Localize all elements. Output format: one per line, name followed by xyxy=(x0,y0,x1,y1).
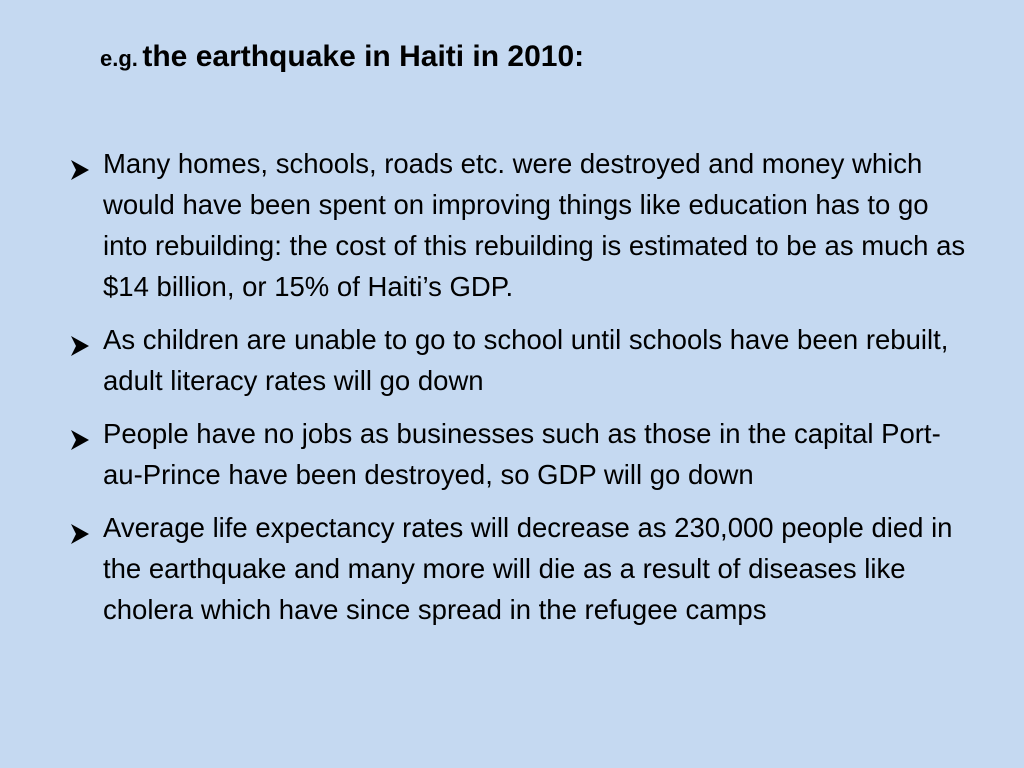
bullet-text: Average life expectancy rates will decrease as 230,000 people died in the earthquake and many more will die as a result of diseases like cholera which have since spread in the refugee camps xyxy=(103,512,953,625)
title-prefix: e.g. xyxy=(100,46,138,71)
title-main: the earthquake in Haiti in 2010: xyxy=(142,40,585,73)
bullet-item xyxy=(68,413,973,495)
bullet-text: As children are unable to go to school until schools have been rebuilt, adult literacy rates will go down xyxy=(103,324,949,396)
bullet-list xyxy=(68,143,973,642)
bullet-text: People have no jobs as businesses such as those in the capital Port-au-Prince have been destroyed, so GDP will go down xyxy=(103,418,941,490)
bullet-item xyxy=(68,507,973,630)
slide-title xyxy=(100,42,960,72)
bullet-item xyxy=(68,319,973,401)
arrowhead-bullet-icon xyxy=(68,328,92,352)
arrowhead-bullet-icon xyxy=(68,422,92,446)
arrowhead-bullet-icon xyxy=(68,516,92,540)
arrowhead-bullet-icon xyxy=(68,152,92,176)
bullet-text: Many homes, schools, roads etc. were destroyed and money which would have been spent on improving things like education has to go into rebuilding: the cost of this rebuilding is estimated to be as much as $14 billion, or 15% of Haiti’s GDP. xyxy=(103,148,966,302)
bullet-item xyxy=(68,143,973,307)
